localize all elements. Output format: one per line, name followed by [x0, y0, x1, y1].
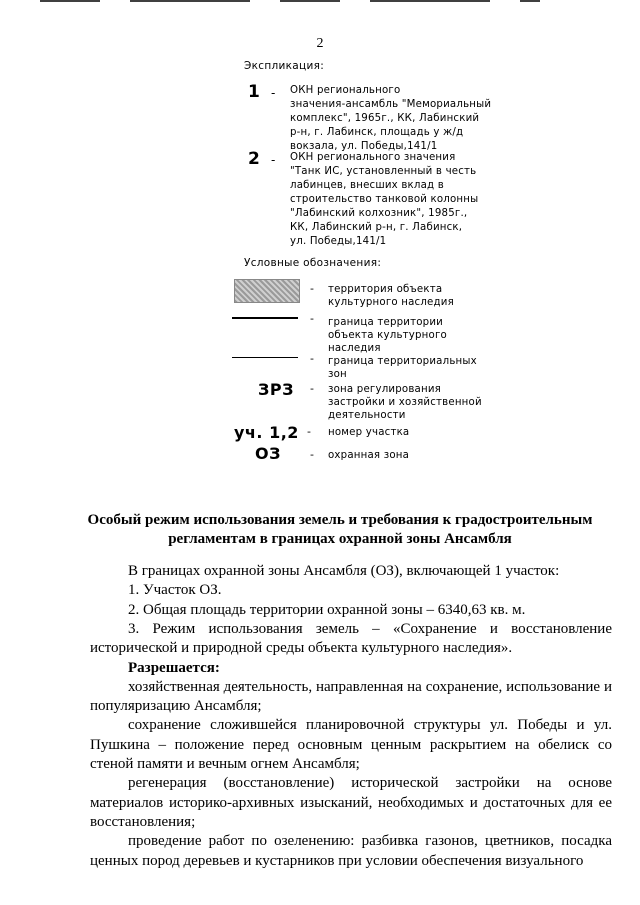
- legend-dash: -: [307, 425, 311, 438]
- text-line: ОКН регионального значения: [290, 152, 456, 163]
- text-line: значения-ансамбль "Мемориальный: [290, 99, 492, 110]
- legend-dash: -: [310, 352, 314, 365]
- paragraph: регенерация (восстановление) исторической застройки на основе материалов историко-архивных изысканий, необходимых и достаточных для ее восстановления;: [90, 775, 612, 830]
- text-line: "Танк ИС, установленный в честь: [290, 166, 477, 177]
- explication-title: Экспликация:: [244, 60, 325, 72]
- legend-dash: -: [310, 282, 314, 295]
- explication-dash: -: [271, 86, 276, 100]
- text-line: охранная зона: [328, 450, 410, 461]
- text-line: застройки и хозяйственной: [328, 397, 482, 408]
- legend-item-text: [328, 283, 528, 309]
- legend-item-text: [328, 383, 528, 422]
- text-line: ОКН регионального: [290, 85, 401, 96]
- legend-dash: -: [310, 312, 314, 325]
- text-line: ул. Победы,141/1: [290, 236, 387, 247]
- legend-zone-boundary-line: [232, 357, 298, 358]
- text-line: строительство танковой колонны: [290, 194, 479, 205]
- legend-plot-number-symbol: уч. 1,2: [234, 423, 299, 442]
- paragraph: 2. Общая площадь территории охранной зоны – 6340,63 кв. м.: [128, 601, 526, 618]
- text-line: объекта культурного: [328, 330, 447, 341]
- explication-item-text: [290, 84, 530, 154]
- text-line: зона регулирования: [328, 384, 441, 395]
- page-number: 2: [316, 36, 324, 51]
- paragraph: сохранение сложившейся планировочной структуры ул. Победы и ул. Пушкина – положение перед основным ценным раскрытием на обелиск со стеной памяти и вечным огнем Ансамбля;: [90, 717, 612, 773]
- explication-item-number: 1: [248, 82, 260, 102]
- text-line: зон: [328, 369, 347, 380]
- allowed-heading: Разрешается:: [128, 659, 220, 676]
- legend-zrz-symbol: ЗРЗ: [258, 380, 294, 399]
- document-body-cont: [90, 620, 612, 871]
- legend-dash: -: [310, 448, 314, 461]
- text-line: номер участка: [328, 427, 410, 438]
- scan-top-edge: [40, 0, 540, 2]
- paragraph: проведение работ по озеленению: разбивка газонов, цветников, посадка ценных пород деревьев и кустарников при условии обеспечения визуального: [90, 833, 612, 869]
- paragraph: 1. Участок ОЗ.: [128, 582, 222, 599]
- legend-heritage-boundary-line: [232, 317, 298, 319]
- legend-item-text: [328, 316, 528, 355]
- legend-item-text: [328, 426, 528, 439]
- legend-item-text: [328, 449, 528, 462]
- text-line: граница территории: [328, 317, 443, 328]
- text-line: граница территориальных: [328, 356, 477, 367]
- text-line: культурного наследия: [328, 297, 454, 308]
- section-heading: [60, 511, 620, 549]
- text-line: наследия: [328, 343, 381, 354]
- text-line: "Лабинский колхозник", 1985г.,: [290, 208, 468, 219]
- legend-heritage-territory-swatch: [234, 279, 300, 303]
- explication-dash: -: [271, 153, 276, 167]
- document-body: [90, 562, 612, 620]
- text-line: КК, Лабинский р-н, г. Лабинск,: [290, 222, 463, 233]
- legend-oz-symbol: ОЗ: [255, 444, 281, 463]
- explication-item-text: [290, 151, 530, 249]
- heading-line: Особый режим использования земель и требования к градостроительным: [87, 512, 593, 528]
- heading-line: регламентам в границах охранной зоны Ансамбля: [168, 531, 512, 547]
- paragraph: хозяйственная деятельность, направленная на сохранение, использование и популяризацию Ансамбля;: [90, 678, 612, 715]
- text-line: территория объекта: [328, 284, 443, 295]
- text-line: деятельности: [328, 410, 406, 421]
- legend-title: Условные обозначения:: [244, 257, 382, 269]
- legend-dash: -: [310, 382, 314, 395]
- explication-item-number: 2: [248, 149, 260, 169]
- legend-item-text: [328, 355, 528, 381]
- text-line: р-н, г. Лабинск, площадь у ж/д: [290, 127, 464, 138]
- paragraph: В границах охранной зоны Ансамбля (ОЗ), включающей 1 участок:: [128, 563, 560, 579]
- text-line: комплекс", 1965г., КК, Лабинский: [290, 113, 480, 124]
- paragraph: 3. Режим использования земель – «Сохранение и восстановление исторической и природной среды объекта культурного наследия».: [90, 621, 612, 657]
- text-line: вокзала, ул. Победы,141/1: [290, 141, 438, 152]
- text-line: лабинцев, внесших вклад в: [290, 180, 444, 191]
